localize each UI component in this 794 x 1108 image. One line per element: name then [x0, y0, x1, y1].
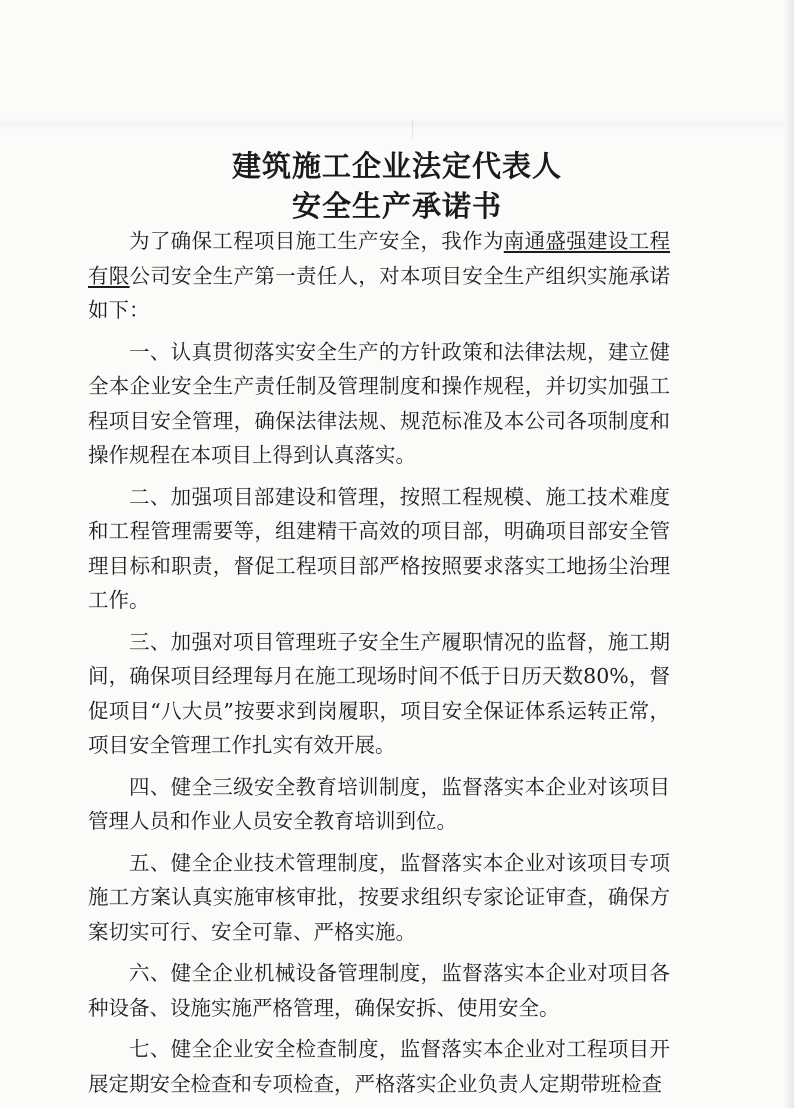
commitment-item-2: 二、加强项目部建设和管理，按照工程规模、施工技术难度和工程管理需要等，组建精干高效的项目部，明确项目部安全管理目标和职责，督促工程项目部严格按照要求落实工地扬尘治理工作。 — [88, 484, 670, 612]
commitment-item-1: 一、认真贯彻落实安全生产的方针政策和法律法规，建立健全本企业安全生产责任制及管理制度和操作规程，并切实加强工程项目安全管理，确保法律法规、规范标准及本公司各项制度和操作规程在本项目上得到认真落实。 — [88, 339, 670, 467]
scan-mark — [412, 120, 413, 138]
document-title-line2: 安全生产承诺书 — [291, 189, 502, 223]
commitment-item-4: 四、健全三级安全教育培训制度，监督落实本企业对该项目管理人员和作业人员安全教育培训到位。 — [88, 774, 670, 833]
intro-prefix: 为了确保工程项目施工生产安全，我作为 — [129, 229, 504, 253]
commitment-item-7: 七、健全企业安全检查制度，监督落实本企业对工程项目开展定期安全检查和专项检查，严格落实企业负责人定期带班检查 — [88, 1037, 670, 1096]
commitment-item-3: 三、加强对项目管理班子安全生产履职情况的监督，施工期间，确保项目经理每月在施工现场时间不低于日历天数80%，督促项目“八大员”按要求到岗履职，项目安全保证体系运转正常，项目安全管理工作扎实有效开展。 — [88, 629, 670, 757]
intro-paragraph — [88, 224, 670, 328]
scan-shadow — [0, 118, 794, 130]
commitment-item-5: 五、健全企业技术管理制度，监督落实本企业对该项目专项施工方案认真实施审核审批，按要求组织专家论证审查，确保方案切实可行、安全可靠、严格实施。 — [88, 850, 670, 944]
document-body — [88, 224, 670, 1101]
commitment-item-6: 六、健全企业机械设备管理制度，监督落实本企业对项目各种设备、设施实施严格管理，确保安拆、使用安全。 — [88, 961, 670, 1020]
document-title-line1: 建筑施工企业法定代表人 — [231, 149, 562, 183]
intro-suffix: 公司安全生产第一责任人，对本项目安全生产组织实施承诺如下： — [88, 263, 670, 322]
company-name: 南通盛强建设工程有限 — [88, 229, 671, 288]
